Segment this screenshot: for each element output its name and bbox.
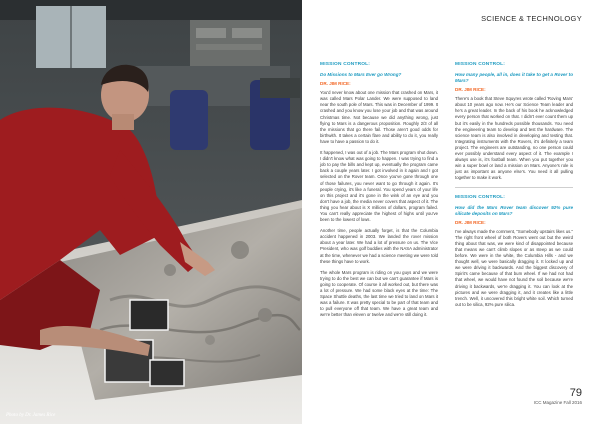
interview-question: How did the Mars Rover team discover 92% pure silicate deposits on Mars?: [455, 204, 573, 216]
speaker-label: DR. JIM RICE:: [455, 87, 486, 93]
answer-paragraph: Another time, people actually forget, is that the Columbia accident happened in 2003. We landed the rover mission about a year later. We had a lot of pressure on us. The Vice President, who was golf buddies with the NASA administrator at the time, whenever we had a science meeting we were told these things have to work.: [320, 228, 438, 264]
issue-line: ICC Magazine Fall 2016: [533, 400, 582, 405]
section-heading: SCIENCE & TECHNOLOGY: [481, 14, 582, 23]
photo-credit: Photo by Dr. James Rice: [6, 413, 56, 418]
speaker-label: DR. JIM RICE:: [320, 81, 351, 87]
answer-paragraph: There's a book that Steve Squyres wrote called 'Roving Mars' about 10 years ago now. He's our Science Team leader and he's a great leader. In the back of his book he acknowledged every person that worked on that. I didn't ever count them up but it's easily in the hundreds possible thousands. You need the engineering team to develop and test the hardware. The science team is also involved in developing and testing that. Integrating instruments with the Rovers, it's definitely a team project. The engineers are outstanding, no one person could ever possibly understand every aspect of it. The example I always use is, it's football team. When you put together you win a super bowl or land a mission on Mars. Anyone's role is just as important as anyone else's. You need it all pulling together to make it work.: [455, 96, 573, 181]
interview-question: Do Missions to Mars Ever go Wrong?: [320, 72, 402, 78]
answer-paragraph: It happened, I was out of a job. The Mars program shut down. I didn't know what was going to happen. I was trying to find a job to pay the bills and kept up, eventually the program came back a couple years later. I got involved in it again and I got selected on the Rover team. Once you've gone through one of those failures, you never want to go through it again. It's people crying, it's like a funeral. You spend years of your life on this project and it's gone in the wink of an eye and you don't have a job, the media never covers that aspect of it. The thing you hear about is X millions of dollars, program failed. You can't really appreciate the highest of highs until you've been to the lowest of lows.: [320, 150, 438, 223]
answer-paragraph: I've always made the comment, "Somebody upstairs likes us." The right front wheel of both Rovers went out but the weird thing about that was, we were kind of disappointed because that means we can't climb slopes or as steep as we could before. We were in the white, the Columbia Hills - and we thought well, we were basically dragging it. It locked up and we were driving it backwards. And the biggest discovery of Spirit's came because of that bum wheel. If we had not had that wheel, we would have not found the soil because we're driving it backwards, we're dragging it. You can look at the pictures and we were dragging it, and it creates like a little trench. Well, it uncovered this bright white soil. Which turned out to be silica, 92% pure silica.: [455, 228, 573, 307]
speaker-label: DR. JIM RICE:: [455, 219, 486, 225]
mission-control-label: MISSION CONTROL:: [320, 62, 371, 67]
office-chair: [170, 90, 208, 150]
photo-print: [150, 360, 184, 386]
article-column-right: [455, 62, 573, 313]
mission-control-label: MISSION CONTROL:: [455, 62, 506, 67]
photo-print: [130, 300, 168, 330]
interview-question: How many people, all in, does it take to get a Rover to Mars?: [455, 72, 573, 84]
page-number: 79: [569, 387, 582, 399]
answer-paragraph: You'd never know about one mission that crashed on Mars, it was called Mars Polar Lander. We were supposed to land near the south pole of Mars. This was in December of 1999. It crashed and you know you lose your job and that was around Christmas time. Not because we did anything wrong, just flying to Mars is a dangerous proposition. Roughly 2/3 of all the missions that go there fail. Those aren't good odds for birthwith. It takes a certain flare and ability to do it, you really have to have a passion to do it.: [320, 90, 438, 144]
article-column-left: [320, 62, 438, 323]
answer-paragraph: The whole Mars program is riding on you guys and we were trying to do the best we can but we can't guarantee if Mars is going to cooperate. Of course it all worked out, but there was a lot of pressure. We had some black eyes at the time: The Space Shuttle deaths, the last time we tried to land on Mars it was a failure. It was pretty special to be part of that team and to pull everyone off that team. We have a great team and we're better than eleven or twelve and we're still doing it.: [320, 269, 438, 318]
section-divider: [455, 187, 573, 188]
mission-control-label: MISSION CONTROL:: [455, 194, 506, 200]
